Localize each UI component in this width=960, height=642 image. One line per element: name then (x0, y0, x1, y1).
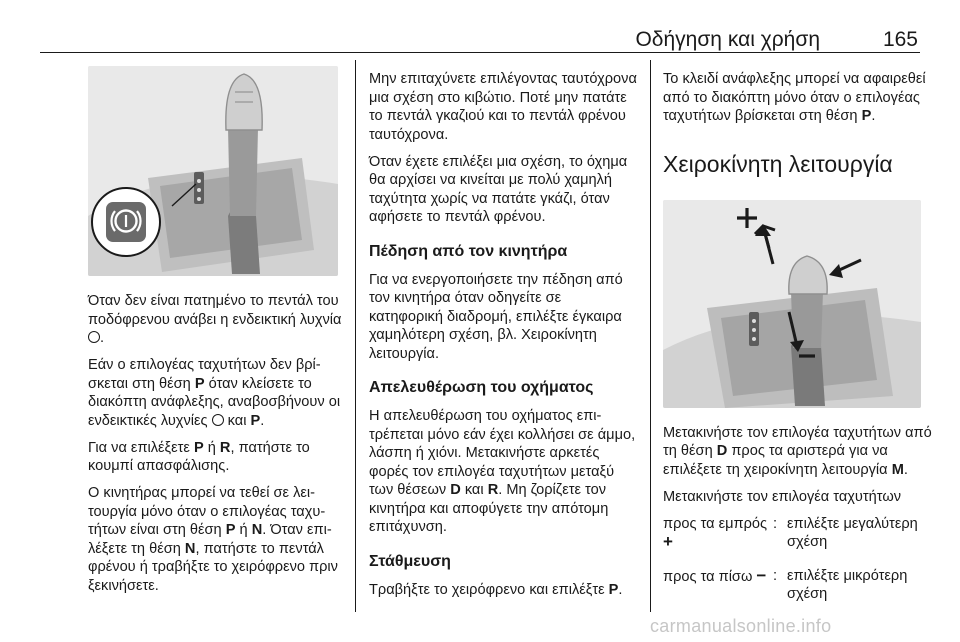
heading-manual-mode: Χειροκίνητη λειτουργία (663, 150, 893, 177)
def-row-back: προς τα πίσω − : επιλέξτε μικρότερη σχέση (663, 565, 908, 602)
paragraph: Μετακινήστε τον επιλογέα ταχυτήτων από τη θέση D προς τα αριστερά για να επιλέξετε τη χειροκίνητη λειτουργία M. (663, 424, 932, 478)
column-divider-1 (355, 60, 356, 612)
manual-mode-illustration (663, 200, 921, 408)
paragraph: Τραβήξτε το χειρόφρενο και επιλέξτε P. (369, 581, 623, 598)
paragraph: Ο κινητήρας μπορεί να τεθεί σε λειτουργία μόνο όταν ο επιλογέας ταχυτήτων είναι στη θέση P ή N. Όταν επιλέξετε τη θέση N, πατήστε το πεντάλ φρένου ή τραβήξτε το χειρόφρενο πριν ξεκινήσετε. (88, 485, 338, 594)
heading-parking: Στάθμευση (369, 552, 451, 570)
column-2 (369, 70, 637, 608)
section-title: Οδήγηση και χρήση (635, 28, 820, 51)
brake-pedal-indicator-icon (88, 331, 100, 343)
heading-engine-braking: Πέδηση από τον κινητήρα (369, 242, 568, 260)
def-row-forward: προς τα εμπρός + : επιλέξτε μεγαλύτερη σχέση (663, 515, 918, 551)
plus-icon: + (663, 532, 673, 551)
column-3 (663, 70, 933, 618)
paragraph: Μετακινήστε τον επιλογέα ταχυτήτων (663, 488, 902, 505)
heading-rocking-vehicle: Απελευθέρωση του οχήματος (369, 379, 594, 396)
watermark: carmanualsonline.info (650, 616, 832, 636)
brake-pedal-indicator-icon (212, 414, 224, 426)
paragraph: Όταν έχετε επιλέξει μια σχέση, το όχημα θα αρχίσει να κινείται με πολύ χαμηλή ταχύτητα χωρίς να πατάτε γκάζι, όταν αφήσετε το πεντάλ φρένου. (369, 153, 628, 225)
paragraph: Για να επιλέξετε P ή R, πατήστε το κουμπί απασφάλισης. (88, 439, 310, 474)
paragraph: Όταν δεν είναι πατημένο το πεντάλ του ποδόφρενου ανάβει η ενδεικτική λυχνία . (88, 293, 342, 346)
shift-definitions (663, 515, 933, 604)
gear-selector-illustration (88, 66, 338, 276)
column-1 (88, 292, 344, 604)
paragraph: Εάν ο επιλογέας ταχυτήτων δεν βρίσκεται στη θέση P όταν κλείσετε το διακόπτη ανάφλεξης, αναβοσβήνουν οι ενδεικτικές λυχνίες και P. (88, 357, 341, 429)
paragraph: Μην επιταχύνετε επιλέγοντας ταυτόχρονα μια σχέση στο κιβώτιο. Ποτέ μην πατάτε το πεντάλ γκαζιού και το πεντάλ φρένου ταυτόχρονα. (369, 71, 637, 143)
page-number: 165 (882, 28, 918, 51)
header-rule (40, 52, 920, 53)
paragraph: Το κλειδί ανάφλεξης μπορεί να αφαιρεθεί από το διακόπτη μόνο όταν ο επιλογέας ταχυτήτων βρίσκεται στη θέση P. (663, 71, 926, 124)
paragraph: Για να ενεργοποιήσετε την πέδηση από τον κινητήρα όταν οδηγείτε σε κατηφορική διαδρομή, επιλέξτε έγκαιρα χαμηλότερη σχέση, βλ. Χειροκίνητη λειτουργία. (369, 271, 623, 362)
column-divider-2 (650, 60, 651, 612)
minus-icon: − (756, 565, 767, 585)
page-header (40, 22, 920, 52)
paragraph: Η απελευθέρωση του οχήματος επιτρέπεται μόνο εάν έχει κολλήσει σε άμμο, λάσπη ή χιόνι. Μετακινήστε αρκετές φορές τον επιλογέα ταχυτήτων μεταξύ των θέσεων D και R. Μη ζορίζετε τον κινητήρα και αποφύγετε την απότομη επιτάχυνση. (369, 408, 636, 535)
